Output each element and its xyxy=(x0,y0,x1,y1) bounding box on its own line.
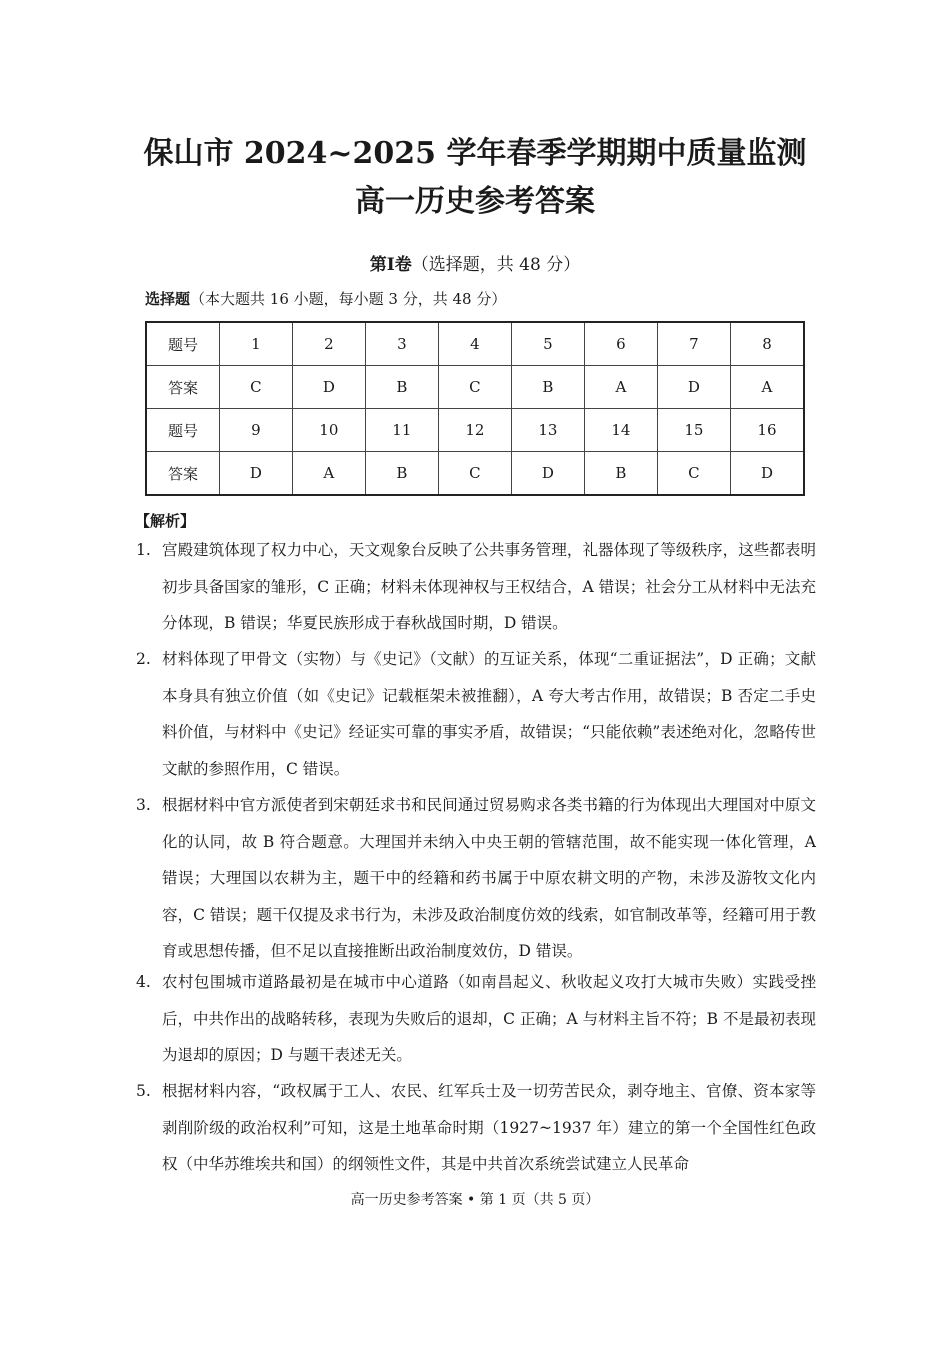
table-cell: A xyxy=(292,452,365,496)
table-cell: D xyxy=(292,366,365,409)
table-row xyxy=(146,322,804,366)
table-cell: 答案 xyxy=(146,452,219,496)
table-cell: D xyxy=(657,366,730,409)
section-title-rest: （选择题，共 48 分） xyxy=(411,255,581,275)
table-cell: 15 xyxy=(657,409,730,452)
analysis-item-3 xyxy=(136,787,816,970)
item-text: 根据材料内容，“政权属于工人、农民、红军兵士及一切劳苦民众，剥夺地主、官僚、资本家等剥削阶级的政治权利”可知，这是土地革命时期（1927~1937 年）建立的第一个全国性红色政权（中华苏维埃共和国）的纲领性文件，其是中共首次系统尝试建立人民革命 xyxy=(162,1082,816,1173)
table-cell: B xyxy=(365,452,438,496)
table-cell: 14 xyxy=(584,409,657,452)
table-cell: C xyxy=(438,366,511,409)
table-cell: 4 xyxy=(438,322,511,366)
item-number: 1. xyxy=(136,541,151,559)
table-cell: D xyxy=(730,452,804,496)
table-row xyxy=(146,409,804,452)
answer-table xyxy=(145,321,805,496)
table-row xyxy=(146,366,804,409)
table-cell: C xyxy=(438,452,511,496)
table-cell: 9 xyxy=(219,409,292,452)
table-cell: 12 xyxy=(438,409,511,452)
analysis-item-2 xyxy=(136,641,816,787)
table-row xyxy=(146,452,804,496)
section-title xyxy=(0,253,950,277)
choice-subhead xyxy=(145,288,506,310)
table-cell: 7 xyxy=(657,322,730,366)
table-cell: D xyxy=(511,452,584,496)
table-cell: B xyxy=(584,452,657,496)
analysis-label: 【解析】 xyxy=(135,512,196,530)
subhead-rest: （本大题共 16 小题，每小题 3 分，共 48 分） xyxy=(190,290,507,308)
item-number: 5. xyxy=(136,1082,151,1100)
table-cell: 题号 xyxy=(146,322,219,366)
item-number: 3. xyxy=(136,796,151,814)
table-cell: 6 xyxy=(584,322,657,366)
table-cell: C xyxy=(657,452,730,496)
item-text: 材料体现了甲骨文（实物）与《史记》（文献）的互证关系，体现“二重证据法”，D 正确；文献本身具有独立价值（如《史记》记载框架未被推翻），A 夸大考古作用，故错误；B 否定二手史料价值，与材料中《史记》经证实可靠的事实矛盾，故错误；“只能依赖”表述绝对化，忽略传世文献的参照作用，C 错误。 xyxy=(162,650,816,778)
table-cell: D xyxy=(219,452,292,496)
item-number: 2. xyxy=(136,650,151,668)
subhead-bold: 选择题 xyxy=(145,290,191,308)
analysis-item-4 xyxy=(136,964,816,1074)
item-text: 农村包围城市道路最初是在城市中心道路（如南昌起义、秋收起义攻打大城市失败）实践受挫后，中共作出的战略转移，表现为失败后的退却，C 正确；A 与材料主旨不符；B 不是最初表现为退却的原因；D 与题干表述无关。 xyxy=(162,973,816,1064)
table-cell: A xyxy=(730,366,804,409)
table-cell: B xyxy=(511,366,584,409)
table-cell: 13 xyxy=(511,409,584,452)
page-footer: 高一历史参考答案 • 第 1 页（共 5 页） xyxy=(350,1192,600,1208)
analysis-item-1 xyxy=(136,532,816,642)
table-cell: 题号 xyxy=(146,409,219,452)
section-title-bold: 第Ⅰ卷 xyxy=(369,255,412,275)
table-cell: 11 xyxy=(365,409,438,452)
table-cell: 答案 xyxy=(146,366,219,409)
table-cell: 10 xyxy=(292,409,365,452)
item-number: 4. xyxy=(136,973,151,991)
table-cell: 8 xyxy=(730,322,804,366)
table-cell: B xyxy=(365,366,438,409)
table-cell: 2 xyxy=(292,322,365,366)
analysis-item-5 xyxy=(136,1073,816,1183)
table-cell: 3 xyxy=(365,322,438,366)
table-cell: 1 xyxy=(219,322,292,366)
item-text: 宫殿建筑体现了权力中心，天文观象台反映了公共事务管理，礼器体现了等级秩序，这些都表明初步具备国家的雏形，C 正确；材料未体现神权与王权结合，A 错误；社会分工从材料中无法充分体现，B 错误；华夏民族形成于春秋战国时期，D 错误。 xyxy=(162,541,816,632)
table-cell: 16 xyxy=(730,409,804,452)
item-text: 根据材料中官方派使者到宋朝廷求书和民间通过贸易购求各类书籍的行为体现出大理国对中原文化的认同，故 B 符合题意。大理国并未纳入中央王朝的管辖范围，故不能实现一体化管理，A 错误；大理国以农耕为主，题干中的经籍和药书属于中原农耕文明的产物，未涉及游牧文化内容，C 错误；题干仅提及求书行为，未涉及政治制度仿效的线索，如官制改革等，经籍可用于教育或思想传播，但不足以直接推断出政治制度效仿，D 错误。 xyxy=(162,796,816,960)
table-cell: 5 xyxy=(511,322,584,366)
table-cell: A xyxy=(584,366,657,409)
document-title: 保山市 2024~2025 学年春季学期期中质量监测 xyxy=(143,136,807,171)
document-subtitle: 高一历史参考答案 xyxy=(355,184,595,219)
table-cell: C xyxy=(219,366,292,409)
